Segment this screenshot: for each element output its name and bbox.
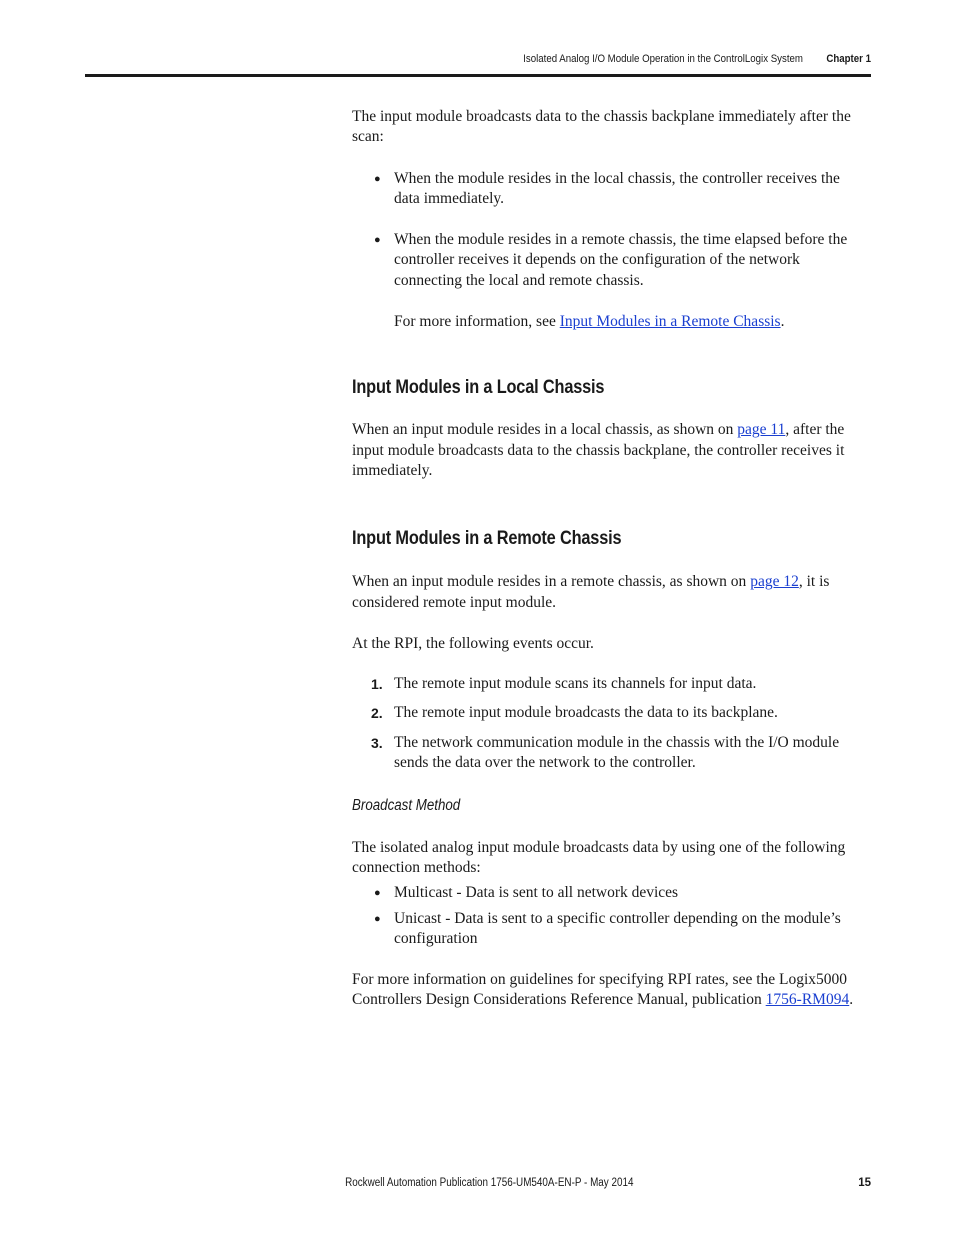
running-header-chapter: Chapter 1 xyxy=(826,53,871,65)
list-item-text: When the module resides in the local chassis, the controller receives the data immediately. xyxy=(394,169,840,207)
local-text-after: , after the input module broadcasts data to the chassis backplane, the controller receives it immediately. xyxy=(352,421,845,479)
closing-text-after: . xyxy=(849,991,854,1009)
footer-publication: Rockwell Automation Publication 1756-UM540A-EN-P - May 2014 xyxy=(345,1177,634,1189)
closing-text-before: For more information on guidelines for specifying RPI rates, see the Logix5000 Controllers Design Considerations Reference Manual, publication xyxy=(352,971,848,1009)
list-item-text: When the module resides in a remote chassis, the time elapsed before the controller receives it depends on the configuration of the network connecting the local and remote chassis. xyxy=(394,231,848,289)
more-info-prefix: For more information, see xyxy=(394,313,560,331)
bullet-icon: ● xyxy=(374,172,381,185)
list-item xyxy=(352,169,868,210)
remote-text-before: When an input module resides in a remote chassis, as shown on xyxy=(352,573,751,591)
local-chassis-heading: Input Modules in a Local Chassis xyxy=(352,377,605,399)
step-text: The remote input module broadcasts the data to its backplane. xyxy=(394,704,778,722)
intro-bullet-list xyxy=(352,169,868,291)
step-text: The network communication module in the chassis with the I/O module sends the data over the network to the controller. xyxy=(394,733,840,772)
page-number: 15 xyxy=(858,1177,871,1189)
bullet-icon: ● xyxy=(374,887,381,900)
page-12-link[interactable]: page 12 xyxy=(750,573,799,591)
bullet-icon: ● xyxy=(374,234,381,247)
running-header-title: Isolated Analog I/O Module Operation in the ControlLogix System xyxy=(523,53,803,65)
list-item xyxy=(352,703,868,723)
closing-paragraph xyxy=(352,970,868,1011)
remote-chassis-link[interactable]: Input Modules in a Remote Chassis xyxy=(559,313,781,331)
step-number: 3. xyxy=(371,734,383,751)
broadcast-paragraph: The isolated analog input module broadcasts data by using one of the following connection methods: xyxy=(352,838,846,876)
rpi-steps-list xyxy=(352,674,868,773)
rm094-link[interactable]: 1756-RM094 xyxy=(765,991,850,1009)
remote-chassis-heading: Input Modules in a Remote Chassis xyxy=(352,528,622,550)
list-item xyxy=(352,883,868,903)
list-item xyxy=(352,733,868,774)
remote-chassis-paragraph xyxy=(352,572,868,613)
broadcast-method-subheading: Broadcast Method xyxy=(352,797,461,815)
broadcast-bullet-list xyxy=(352,883,868,949)
step-number: 1. xyxy=(371,676,383,693)
remote-text-after: , it is considered remote input module. xyxy=(352,573,830,611)
local-chassis-paragraph xyxy=(352,420,868,481)
list-item xyxy=(352,674,868,694)
more-info-paragraph xyxy=(352,312,868,332)
list-item-text: Unicast - Data is sent to a specific controller depending on the module’s configuration xyxy=(394,909,841,947)
list-item xyxy=(352,909,868,950)
rpi-intro-paragraph: At the RPI, the following events occur. xyxy=(352,634,594,652)
local-text-before: When an input module resides in a local chassis, as shown on xyxy=(352,421,738,439)
step-text: The remote input module scans its channels for input data. xyxy=(394,675,757,693)
page-body xyxy=(352,107,868,1011)
more-info-suffix: . xyxy=(780,313,785,331)
list-item-text: Multicast - Data is sent to all network devices xyxy=(394,884,679,902)
page-11-link[interactable]: page 11 xyxy=(737,421,786,439)
intro-paragraph: The input module broadcasts data to the chassis backplane immediately after the scan: xyxy=(352,108,851,146)
step-number: 2. xyxy=(371,705,383,722)
bullet-icon: ● xyxy=(374,912,381,925)
list-item xyxy=(352,230,868,291)
header-rule xyxy=(85,74,871,77)
